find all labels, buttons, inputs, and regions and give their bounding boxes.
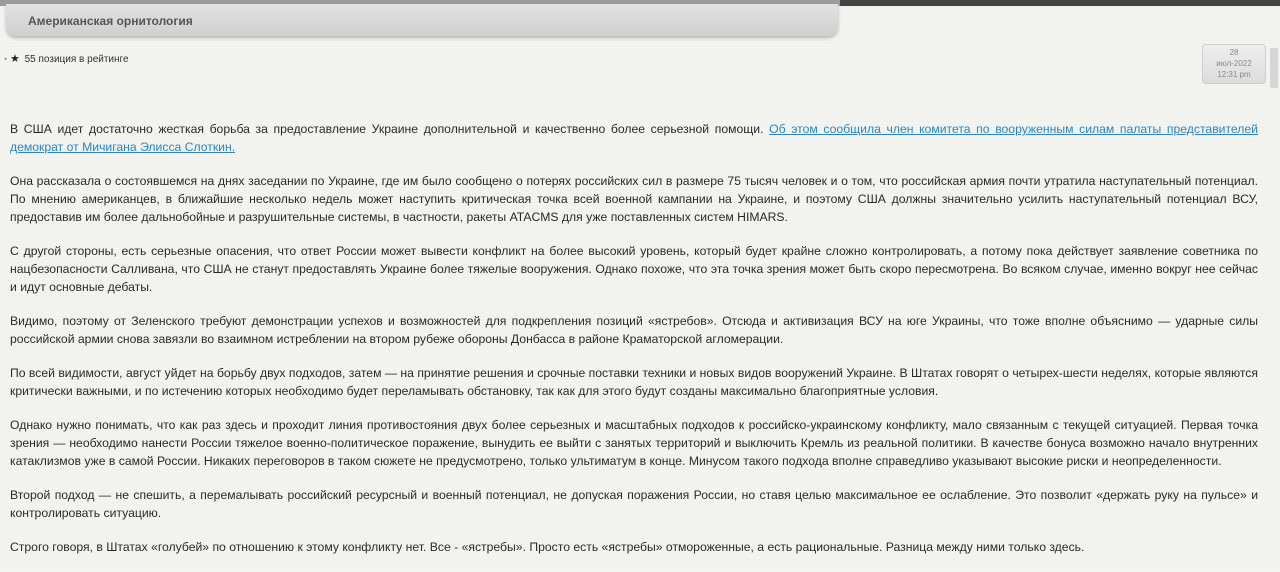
rating-text: 55 позиция в рейтинге	[24, 54, 129, 65]
paragraph: Однако нужно понимать, что как раз здесь и проходит линия противостояния двух более серьезных и масштабных подходов к российско-украинскому конфликту, мало связанным с текущей ситуацией. Первая точка зрения — необходимо нанести России тяжелое военно-политическое поражение, вынудить ее выйти с занятых территорий и выключить Кремль из реальной политики. В качестве бонуса возможно начало внутренних катаклизмов уже в самой России. Никаких переговоров в таком сюжете не предусмотрено, только ультиматум в конце. Минусом такого подхода вполне справедливо указывают высокие риски и неопределенности.	[10, 418, 1258, 468]
right-edge-handle	[1270, 48, 1278, 88]
top-bar-dark-segment	[840, 0, 1280, 6]
blog-title[interactable]: Американская орнитология	[28, 14, 193, 28]
paragraph: Видимо, поэтому от Зеленского требуют демонстрации успехов и возможностей для подкрепления позиций «ястребов». Отсюда и активизация ВСУ на юге Украины, что тоже вполне объяснимо — ударные силы российской армии снова завязли во взаимном истреблении на втором рубеже обороны Донбасса в районе Краматорской агломерации.	[10, 314, 1258, 346]
paragraph	[10, 120, 1258, 156]
date-month-year: июл-2022	[1216, 59, 1252, 68]
post-date-box	[1202, 44, 1266, 84]
paragraph: Она рассказала о состоявшемся на днях заседании по Украине, где им было сообщено о потерях российских сил в размере 75 тысяч человек и о том, что российская армия почти утратила наступательный потенциал. По мнению американцев, в ближайшие несколько недель может наступить критическая точка всей военной кампании на Украине, и поэтому США должны значительно усилить наступательный потенциал ВСУ, предоставив им более дальнобойные и разрушительные системы, в частности, ракеты ATACMS для уже поставленных систем HIMARS.	[10, 174, 1258, 224]
article-body	[10, 120, 1258, 572]
star-icon: ★	[9, 53, 20, 65]
bullet-icon: •	[4, 54, 8, 64]
paragraph: С другой стороны, есть серьезные опасения, что ответ России может вывести конфликт на более высокий уровень, который будет крайне сложно контролировать, а потому пока действует заявление советника по нацбезопасности Салливана, что США не станут предоставлять Украине более тяжелые вооружения. Однако похоже, что эта точка зрения может быть скоро пересмотрена. Во всяком случае, именно вокруг нее сейчас и идут основные дебаты.	[10, 244, 1258, 294]
rating-line	[4, 52, 129, 65]
date-time: 12:31 pm	[1217, 70, 1251, 79]
blog-header-tab[interactable]	[6, 4, 838, 36]
paragraph: Строго говоря, в Штатах «голубей» по отношению к этому конфликту нет. Все - «ястребы». Просто есть «ястребы» отмороженные, а есть рациональные. Разница между ними только здесь.	[10, 540, 1085, 554]
paragraph-text: В США идет достаточно жесткая борьба за предоставление Украине дополнительной и качественно более серьезной помощи.	[10, 122, 770, 136]
source-link[interactable]: Об этом сообщила член комитета по вооруженным силам палаты представителей демократ от Мичигана Элисса Слоткин.	[10, 122, 1258, 154]
paragraph: По всей видимости, август уйдет на борьбу двух подходов, затем — на принятие решения и срочные поставки техники и новых видов вооружений Украине. В Штатах говорят о четырех-шести неделях, которые являются критически важными, и по истечению которых необходимо будет переламывать обстановку, так как для этого будут созданы максимально благоприятные условия.	[10, 366, 1258, 398]
date-day: 28	[1229, 48, 1239, 57]
paragraph: Второй подход — не спешить, а перемалывать российский ресурсный и военный потенциал, не допуская поражения России, но ставя целью максимальное ее ослабление. Это позволит «держать руку на пульсе» и контролировать ситуацию.	[10, 488, 1258, 520]
